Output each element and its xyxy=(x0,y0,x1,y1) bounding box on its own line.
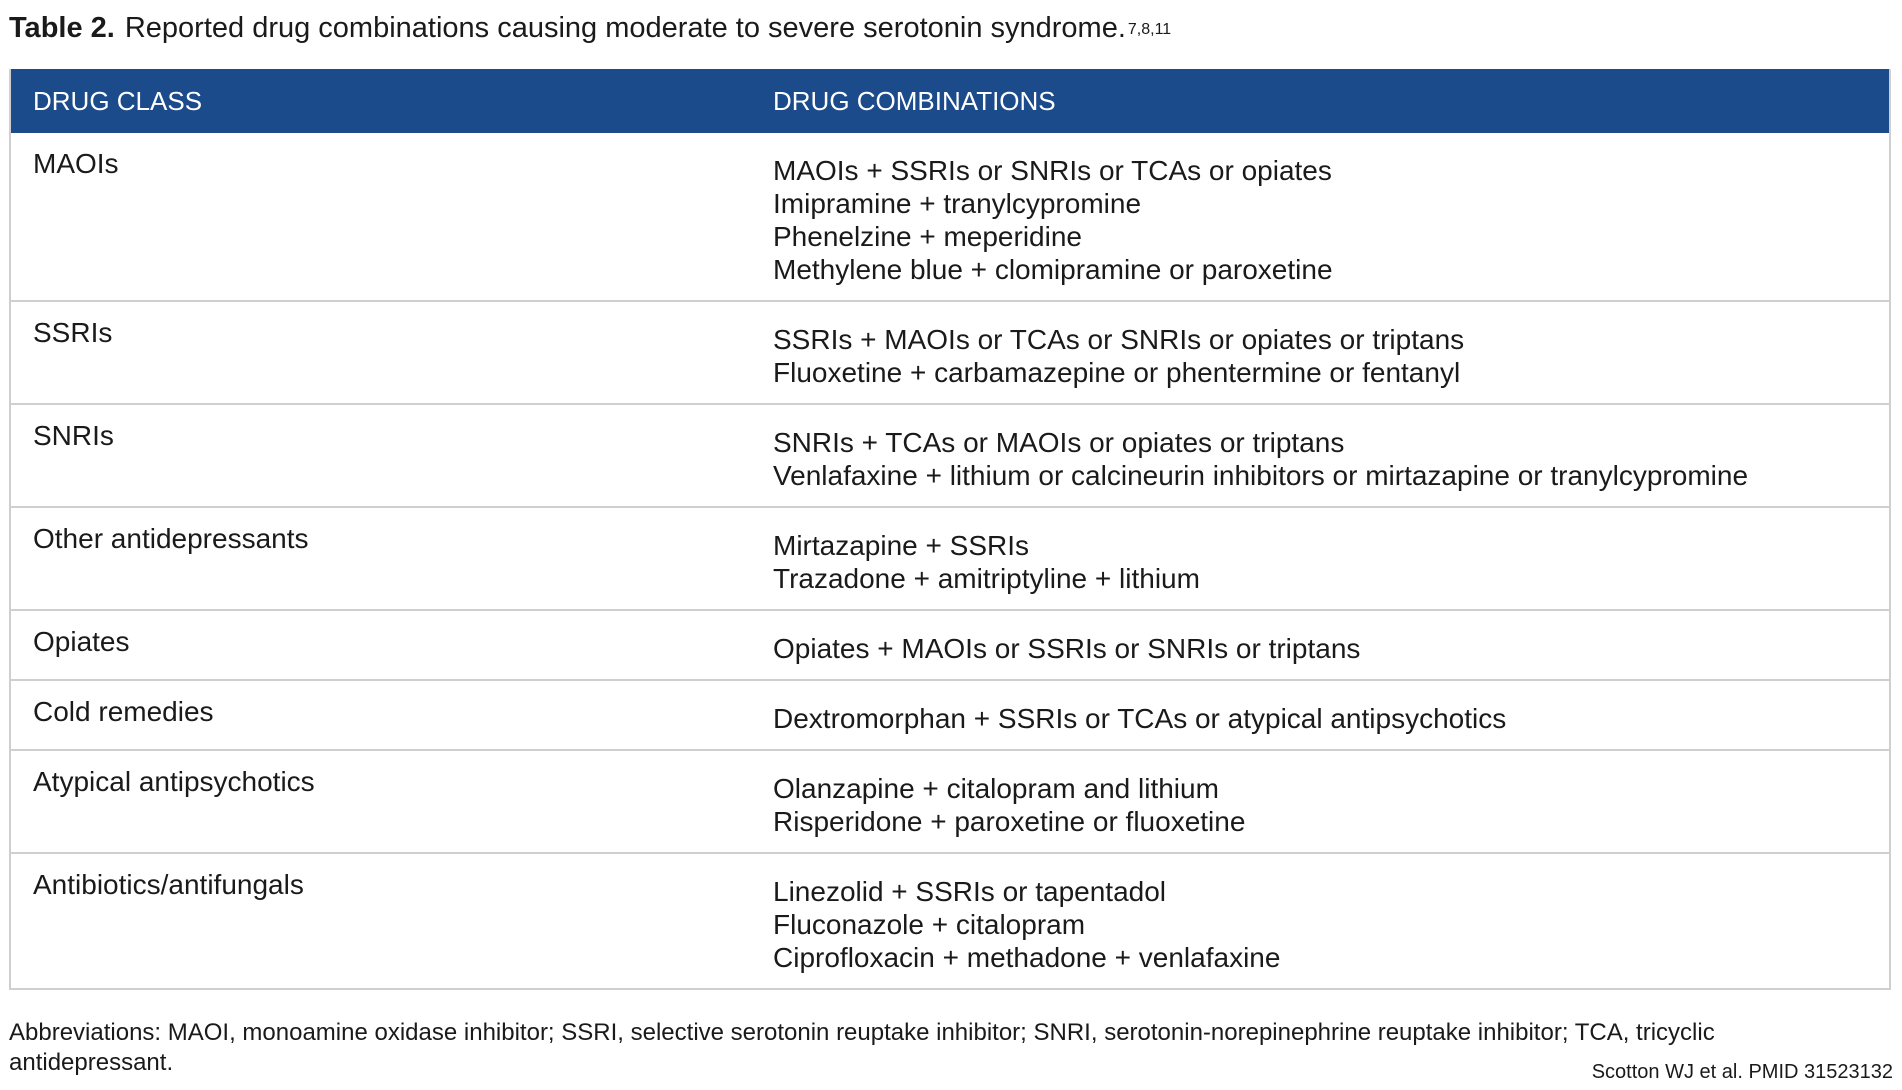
table-row xyxy=(11,749,1889,852)
combination-line: Imipramine + tranylcypromine xyxy=(773,188,1142,219)
combination-line: MAOIs + SSRIs or SNRIs or TCAs or opiates xyxy=(773,155,1332,186)
table-caption xyxy=(9,8,1171,48)
drug-combinations-cell xyxy=(773,405,1889,506)
combination-line: Methylene blue + clomipramine or paroxetine xyxy=(773,254,1333,285)
drug-combinations-cell xyxy=(773,133,1889,300)
table-row xyxy=(11,852,1889,988)
combination-line: Fluoxetine + carbamazepine or phentermine or fentanyl xyxy=(773,357,1461,388)
drug-class-cell: Opiates xyxy=(33,626,130,657)
combination-line: Dextromorphan + SSRIs or TCAs or atypical antipsychotics xyxy=(773,703,1507,734)
combination-line: Trazadone + amitriptyline + lithium xyxy=(773,563,1200,594)
drug-class-cell: Antibiotics/antifungals xyxy=(33,869,304,900)
source-credit: Scotton WJ et al. PMID 31523132 xyxy=(1591,1061,1893,1083)
drug-combinations-cell xyxy=(773,751,1889,852)
abbreviations-footnote: Abbreviations: MAOI, monoamine oxidase inhibitor; SSRI, selective serotonin reuptake inhibitor; SNRI, serotonin-norepinephrine reuptake inhibitor; TCA, tricyclic antidepressant. xyxy=(9,1019,1715,1076)
table-title: Reported drug combinations causing moderate to severe serotonin syndrome. xyxy=(124,12,1126,44)
table-body xyxy=(11,133,1889,988)
drug-class-cell: MAOIs xyxy=(33,148,119,179)
combination-line: Risperidone + paroxetine or fluoxetine xyxy=(773,806,1246,837)
table-label: Table 2. xyxy=(9,12,115,44)
drug-class-cell: Atypical antipsychotics xyxy=(33,766,315,797)
drug-combinations-cell xyxy=(773,854,1889,988)
combination-line: SNRIs + TCAs or MAOIs or opiates or triptans xyxy=(773,427,1345,458)
drug-class-cell: SNRIs xyxy=(33,420,114,451)
drug-combinations-cell xyxy=(773,611,1889,679)
combination-line: Linezolid + SSRIs or tapentadol xyxy=(773,876,1167,907)
header-drug-combinations: DRUG COMBINATIONS xyxy=(773,85,1056,116)
combination-line: Ciprofloxacin + methadone + venlafaxine xyxy=(773,942,1281,973)
combination-line: Opiates + MAOIs or SSRIs or SNRIs or triptans xyxy=(773,633,1361,664)
reference-superscript: 7,8,11 xyxy=(1127,21,1172,38)
drug-combinations-cell xyxy=(773,508,1889,609)
header-drug-class: DRUG CLASS xyxy=(33,85,203,116)
drug-class-cell: SSRIs xyxy=(33,317,113,348)
combination-line: Fluconazole + citalopram xyxy=(773,909,1086,940)
drug-class-cell: Other antidepressants xyxy=(33,523,309,554)
table-row xyxy=(11,403,1889,506)
drug-combinations-cell xyxy=(773,302,1889,403)
table-row xyxy=(11,300,1889,403)
table-row xyxy=(11,506,1889,609)
drug-class-cell: Cold remedies xyxy=(33,696,214,727)
table-row xyxy=(11,133,1889,300)
drug-combinations-table xyxy=(9,69,1891,990)
combination-line: SSRIs + MAOIs or TCAs or SNRIs or opiates or triptans xyxy=(773,324,1465,355)
combination-line: Venlafaxine + lithium or calcineurin inhibitors or mirtazapine or tranylcypromine xyxy=(773,460,1749,491)
table-row xyxy=(11,679,1889,749)
table-row xyxy=(11,609,1889,679)
table-header-row xyxy=(11,69,1889,133)
combination-line: Olanzapine + citalopram and lithium xyxy=(773,773,1219,804)
combination-line: Mirtazapine + SSRIs xyxy=(773,530,1029,561)
combination-line: Phenelzine + meperidine xyxy=(773,221,1082,252)
drug-combinations-cell xyxy=(773,681,1889,749)
